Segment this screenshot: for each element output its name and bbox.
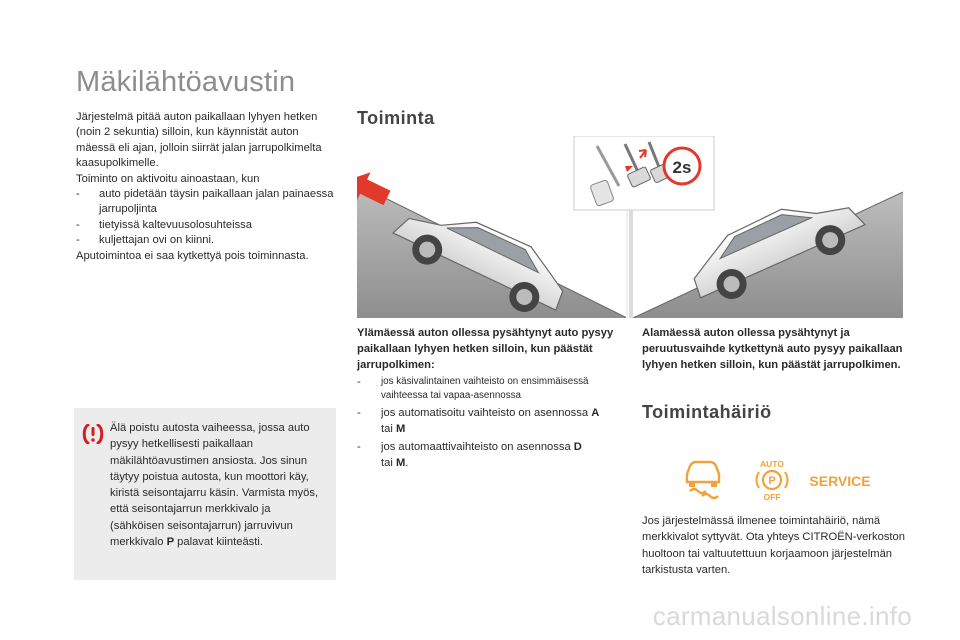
warning-text: Älä poistu autosta vaiheessa, jossa auto pysyy hetkellisesti paikallaan mäkilähtöavustimen ansiosta. Jos sinun täytyy poistua autosta, kun moottori käy, kiristä seisontajarru käsin. Varmista myös, että seisontajarrun merkkivalo ja (sähköisen seisontajarrun) jarruvivun merkkivalo — [110, 422, 319, 549]
page-title: Mäkilähtöavustin — [76, 66, 296, 98]
heading-toiminta: Toiminta — [357, 108, 435, 128]
warning-bold-p: P — [166, 536, 175, 549]
svg-text:P: P — [768, 475, 776, 487]
fault-description: Jos järjestelmässä ilmenee toimintahäiriö, nämä merkkivalot syttyvät. Ota yhteys CITROËN-verkoston huoltoon tai valtuutettuun korjaamoon järjestelmän tarkistusta varten. — [642, 515, 905, 577]
list-item-automatic: - jos automaattivaihteisto on asennossa D tai M. — [357, 441, 582, 469]
intro-paragraph-2: Toiminto on aktivoitu ainoastaan, kun — [76, 172, 260, 185]
svg-text:SERVICE: SERVICE — [809, 473, 871, 489]
intro-list-item: - kuljettajan ovi on kiinni. — [76, 234, 215, 247]
auto-p-off-icon — [757, 459, 788, 502]
intro-list-item: - auto pidetään täysin paikallaan jalan painaessa jarrupoljinta — [76, 188, 334, 216]
svg-text:OFF: OFF — [763, 492, 781, 502]
service-icon — [809, 473, 870, 489]
warning-text-end: palavat kiinteästi. — [177, 536, 263, 549]
intro-paragraph-1: Järjestelmä pitää auton paikallaan lyhyen hetken (noin 2 sekuntia) silloin, kun käynnistät auton mäessä eli ajan, jolloin siirrät jalan jarrupolkimelta kaasupolkimelle. — [76, 111, 322, 170]
timer-icon — [664, 148, 700, 184]
intro-text — [76, 110, 338, 264]
warning-box — [74, 408, 336, 580]
uphill-description — [357, 325, 625, 473]
intro-list-item: - tietyissä kaltevuusolosuhteissa — [76, 218, 252, 231]
intro-paragraph-3: Aputoimintoa ei saa kytkettyä pois toiminnasta. — [76, 249, 309, 262]
timer-label: 2s — [672, 158, 692, 177]
warning-icon — [82, 424, 104, 444]
downhill-description: Alamäessä auton ollessa pysähtynyt ja peruutusvaihde kytkettynä auto pysyy paikallaan lyhyen hetken silloin, kun päästät jarrupolkimen. — [642, 327, 903, 371]
list-item-automated: - jos automatisoitu vaihteisto on asennossa A tai M — [357, 407, 600, 435]
heading-toimintahairio: Toimintahäiriö — [642, 402, 772, 422]
list-item-manual: - jos käsivalintainen vaihteisto on ensimmäisessä vaihteessa tai vapaa-asennossa — [357, 376, 589, 401]
hill-start-illustration — [357, 136, 903, 318]
svg-text:AUTO: AUTO — [760, 459, 784, 469]
uphill-lead: Ylämäessä auton ollessa pysähtynyt auto pysyy paikallaan lyhyen hetken silloin, kun päästät jarrupolkimen: — [357, 327, 614, 371]
esp-icon — [687, 462, 719, 498]
warning-lights-row — [680, 458, 880, 502]
watermark: carmanualsonline.info — [652, 601, 912, 631]
